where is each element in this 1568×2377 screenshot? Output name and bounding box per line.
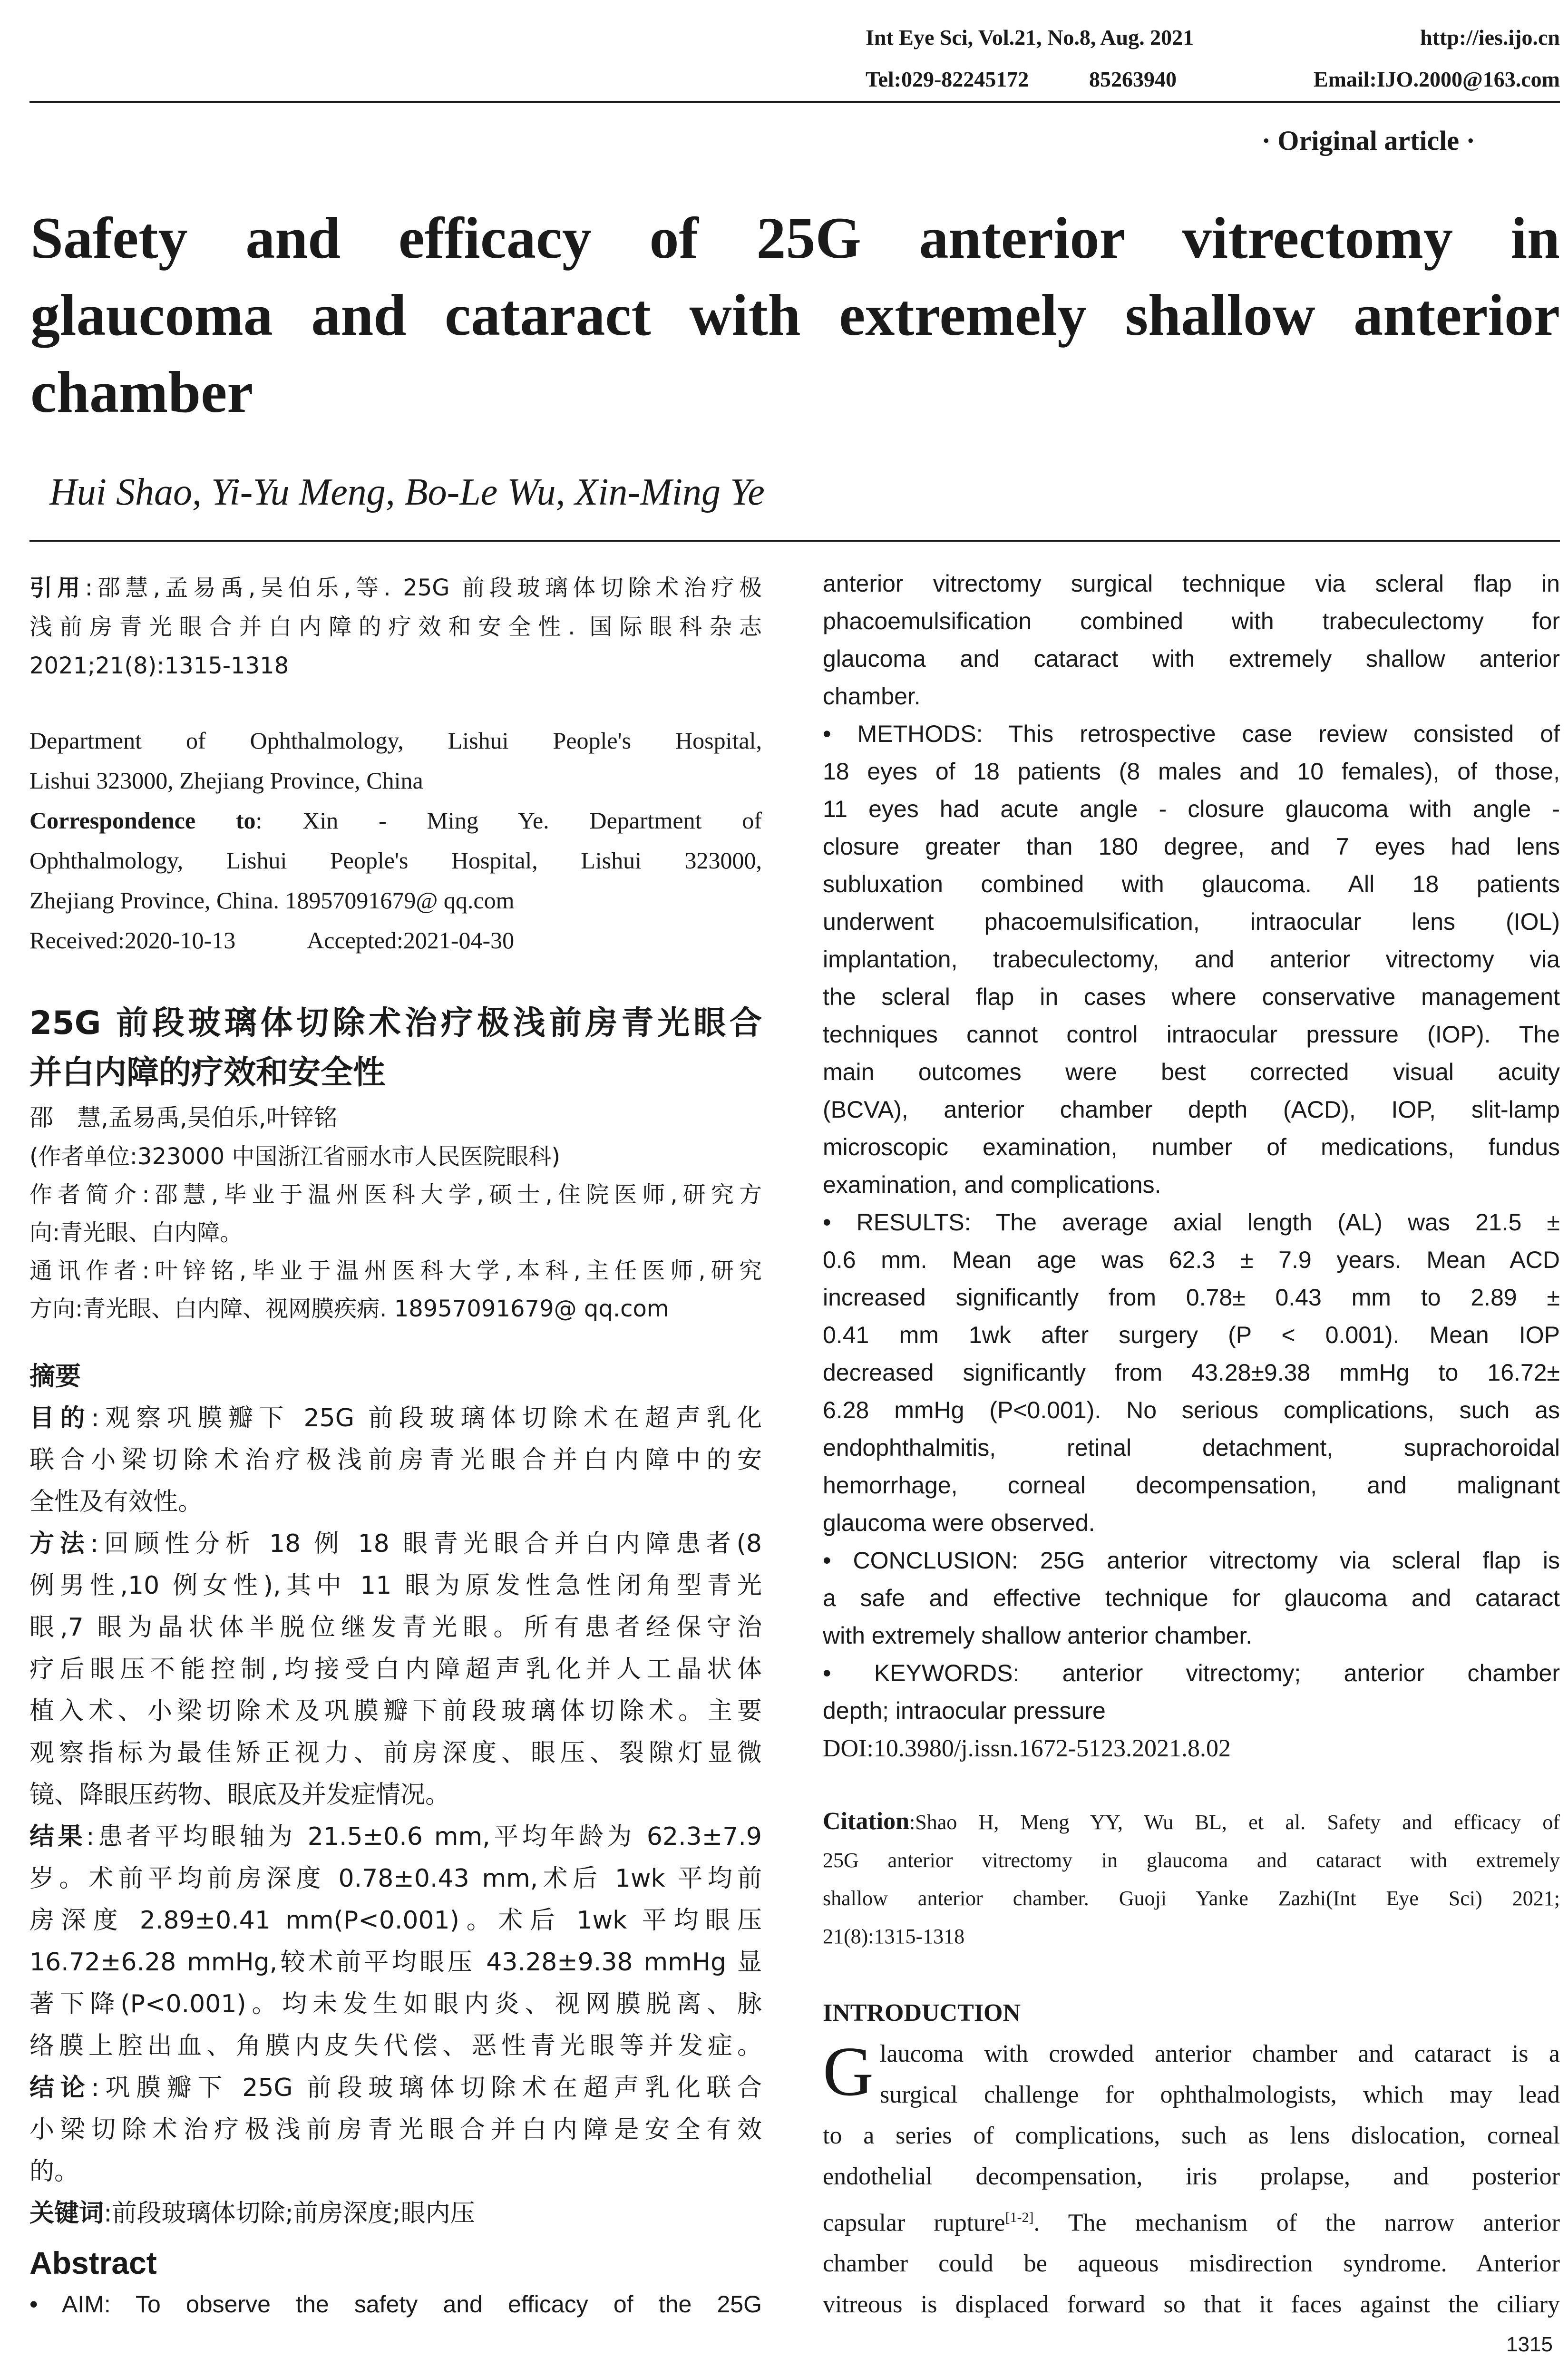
abstract-aim-line: glaucoma and cataract with extremely shallow anterior: [823, 645, 1560, 672]
abstract-aim-line: phacoemulsification combined with trabeculectomy for: [823, 608, 1560, 634]
abstract-results-line: decreased significantly from 43.28±9.38 mmHg to 16.72±: [823, 1359, 1560, 1386]
cn-aim-label: 目的: [29, 1404, 91, 1432]
abstract-results-line: hemorrhage, corneal decompensation, and malignant: [823, 1472, 1560, 1499]
abstract-methods-line: techniques cannot control intraocular pressure (IOP). The: [823, 1021, 1560, 1048]
cite-cn-line-1: :邵慧,孟易禹,吴伯乐,等. 25G 前段玻璃体切除术治疗极: [85, 575, 762, 601]
journal-tel: Tel:029-82245172: [866, 67, 1029, 91]
abstract-methods-line: closure greater than 180 degree, and 7 eyes had lens: [823, 833, 1560, 860]
journal-contact: [866, 67, 1560, 92]
abstract-aim-line: anterior vitrectomy surgical technique via scleral flap in: [823, 570, 1560, 597]
journal-header: [866, 25, 1560, 50]
abstract-conclusion-line: a safe and effective technique for glaucoma and cataract: [823, 1585, 1560, 1611]
cn-title-line-1: 25G 前段玻璃体切除术治疗极浅前房青光眼合: [29, 1004, 762, 1042]
cn-methods-line: :回顾性分析 18 例 18 眼青光眼合并白内障患者(8: [90, 1529, 762, 1558]
abstract-methods-line: implantation, trabeculectomy, and anterior vitrectomy via: [823, 946, 1560, 973]
citation-line-3: shallow anterior chamber. Guoji Yanke Zazhi(Int Eye Sci) 2021;: [823, 1887, 1560, 1910]
cn-results-line: 16.72±6.28 mmHg,较术前平均眼压 43.28±9.38 mmHg 显: [29, 1948, 762, 1977]
cn-title-line-2: 并白内障的疗效和安全性: [29, 1054, 386, 1091]
cn-info-line-2: 作者简介:邵慧,毕业于温州医科大学,硕士,住院医师,研究方: [29, 1181, 762, 1208]
cn-methods-line: 观察指标为最佳矫正视力、前房深度、眼压、裂隙灯显微: [29, 1739, 762, 1767]
citation-line-2: 25G anterior vitrectomy in glaucoma and cataract with extremely: [823, 1849, 1560, 1872]
cn-info-line-4: 通讯作者:叶锌铭,毕业于温州医科大学,本科,主任医师,研究: [29, 1257, 762, 1284]
cite-cn: [29, 568, 762, 685]
cn-methods-line: 眼,7 眼为晶状体半脱位继发青光眼。所有患者经保守治: [29, 1613, 762, 1642]
affil-line-2: Lishui 323000, Zhejiang Province, China: [29, 767, 423, 794]
header-rule: [29, 101, 1560, 103]
cn-conclusion-line: 的。: [29, 2157, 79, 2186]
author-list: Hui Shao, Yi-Yu Meng, Bo-Le Wu, Xin-Ming Ye: [49, 471, 765, 513]
cn-authors: 邵 慧,孟易禹,吴伯乐,叶锌铭: [29, 1104, 338, 1131]
cn-results-label: 结果: [29, 1822, 87, 1851]
journal-url[interactable]: http://ies.ijo.cn: [1420, 25, 1560, 49]
abstract-methods-line: 11 eyes had acute angle - closure glaucoma with angle -: [823, 796, 1560, 822]
received-date: Received:2020-10-13: [29, 927, 236, 954]
cn-info-line-5: 方向:青光眼、白内障、视网膜疾病. 18957091679@ qq.com: [29, 1296, 669, 1322]
abstract-methods-line: • METHODS: This retrospective case review consisted of: [823, 721, 1560, 747]
abstract-results-line: • RESULTS: The average axial length (AL) was 21.5 ±: [823, 1209, 1560, 1236]
intro-dropcap: G: [823, 2033, 874, 2111]
abstract-results-line: glaucoma were observed.: [823, 1510, 1095, 1536]
cn-aim-line: 联合小梁切除术治疗极浅前房青光眼合并白内障中的安: [29, 1446, 762, 1474]
cn-conclusion-line: 小梁切除术治疗极浅前房青光眼合并白内障是安全有效: [29, 2115, 762, 2144]
abstract-aim-line: chamber.: [823, 683, 921, 710]
abstract-methods-line: main outcomes were best corrected visual acuity: [823, 1059, 1560, 1085]
intro-line: surgical challenge for ophthalmologists, which may lead: [880, 2081, 1560, 2108]
cn-results-line: 岁。术前平均前房深度 0.78±0.43 mm,术后 1wk 平均前: [29, 1864, 762, 1893]
cn-methods-line: 植入术、小梁切除术及巩膜瓣下前段玻璃体切除术。主要: [29, 1697, 762, 1725]
intro-line: capsular rupture: [823, 2209, 1005, 2237]
abstract-body: [823, 565, 1560, 1767]
abstract-methods-line: subluxation combined with glaucoma. All 18 patients: [823, 871, 1560, 897]
cn-results-line: 著下降(P<0.001)。均未发生如眼内炎、视网膜脱离、脉: [29, 1990, 762, 2018]
abstract-methods-line: the scleral flap in cases where conservative management: [823, 984, 1560, 1010]
cn-conclusion-label: 结论: [29, 2074, 91, 2102]
abstract-results-line: increased significantly from 0.78± 0.43 mm to 2.89 ±: [823, 1284, 1560, 1311]
cite-cn-line-3: 2021;21(8):1315-1318: [29, 653, 289, 679]
intro-line: vitreous is displaced forward so that it faces against the ciliary: [823, 2291, 1560, 2319]
cn-title-block: [29, 999, 762, 1328]
cn-keywords: :前段玻璃体切除;前房深度;眼内压: [104, 2199, 475, 2228]
abstract-keywords-line: • KEYWORDS: anterior vitrectomy; anterior chamber: [823, 1660, 1560, 1686]
cn-methods-label: 方法: [29, 1529, 90, 1558]
abstract-aim-start: • AIM: To observe the safety and efficacy of the 25G: [29, 2291, 762, 2318]
abstract-conclusion-line: • CONCLUSION: 25G anterior vitrectomy via scleral flap is: [823, 1547, 1560, 1574]
cite-cn-label: 引用: [29, 575, 85, 601]
abstract-conclusion-line: with extremely shallow anterior chamber.: [823, 1622, 1253, 1649]
cite-cn-line-2: 浅前房青光眼合并白内障的疗效和安全性. 国际眼科杂志: [29, 614, 762, 640]
intro-ref[interactable]: [1-2]: [1005, 2210, 1034, 2225]
cn-info-line-1: (作者单位:323000 中国浙江省丽水市人民医院眼科): [29, 1143, 561, 1170]
cn-results-line: :患者平均眼轴为 21.5±0.6 mm,平均年龄为 62.3±7.9: [86, 1822, 762, 1851]
introduction: [823, 1993, 1560, 2325]
page-number: 1315: [1506, 2333, 1553, 2356]
cn-methods-line: 镜、降眼压药物、眼底及并发症情况。: [29, 1781, 450, 1809]
corr-label: Correspondence to: [29, 807, 256, 834]
cn-abstract-heading: 摘要: [29, 1361, 81, 1391]
abstract-results-line: endophthalmitis, retinal detachment, suprachoroidal: [823, 1434, 1560, 1461]
doi[interactable]: DOI:10.3980/j.issn.1672-5123.2021.8.02: [823, 1735, 1231, 1762]
intro-line: laucoma with crowded anterior chamber and cataract is a: [880, 2040, 1560, 2067]
cn-abstract: [29, 1355, 762, 2234]
journal-email[interactable]: Email:IJO.2000@163.com: [1313, 67, 1560, 91]
intro-line: chamber could be aqueous misdirection syndrome. Anterior: [823, 2250, 1560, 2278]
cn-results-line: 房深度 2.89±0.41 mm(P<0.001)。术后 1wk 平均眼压: [29, 1906, 762, 1935]
abstract-methods-line: microscopic examination, number of medications, fundus: [823, 1134, 1560, 1160]
title-rule: [29, 540, 1560, 542]
cn-methods-line: 疗后眼压不能控制,均接受白内障超声乳化并人工晶状体: [29, 1655, 762, 1684]
abstract-methods-line: underwent phacoemulsification, intraocular lens (IOL): [823, 908, 1560, 935]
accepted-date: Accepted:2021-04-30: [307, 927, 515, 954]
article-type: · Original article ·: [1261, 125, 1475, 156]
abstract-start: [29, 2240, 762, 2323]
citation-line-1: :Shao H, Meng YY, Wu BL, et al. Safety and efficacy of: [909, 1811, 1560, 1834]
corr-line-2: Ophthalmology, Lishui People's Hospital, Lishui 323000,: [29, 847, 762, 874]
cn-keywords-label: 关键词: [29, 2199, 104, 2228]
abstract-results-line: 0.41 mm 1wk after surgery (P < 0.001). Mean IOP: [823, 1322, 1560, 1348]
cn-methods-line: 例男性,10 例女性),其中 11 眼为原发性急性闭角型青光: [29, 1571, 762, 1600]
abstract-keywords-line: depth; intraocular pressure: [823, 1697, 1106, 1724]
abstract-methods-line: examination, and complications.: [823, 1171, 1161, 1198]
abstract-results-line: 0.6 mm. Mean age was 62.3 ± 7.9 years. Mean ACD: [823, 1247, 1560, 1273]
intro-line: . The mechanism of the narrow anterior: [1033, 2209, 1560, 2237]
paper-title: [30, 200, 1560, 431]
abstract-methods-line: (BCVA), anterior chamber depth (ACD), IOP, slit-lamp: [823, 1096, 1560, 1123]
intro-heading: INTRODUCTION: [823, 1999, 1021, 2026]
title-line-2: glaucoma and cataract with extremely shallow anterior: [30, 283, 1560, 348]
affiliation: [29, 721, 762, 960]
affil-line-1: Department of Ophthalmology, Lishui People's Hospital,: [29, 727, 762, 754]
abstract-methods-line: 18 eyes of 18 patients (8 males and 10 females), of those,: [823, 758, 1560, 785]
title-line-3: chamber: [30, 360, 253, 425]
title-line-1: Safety and efficacy of 25G anterior vitrectomy in: [30, 205, 1560, 271]
cn-aim-line: :观察巩膜瓣下 25G 前段玻璃体切除术在超声乳化: [91, 1404, 762, 1432]
cn-conclusion-line: :巩膜瓣下 25G 前段玻璃体切除术在超声乳化联合: [91, 2074, 762, 2102]
corr-line-3[interactable]: Zhejiang Province, China. 18957091679@ qq.com: [29, 887, 515, 914]
abstract-results-line: 6.28 mmHg (P<0.001). No serious complications, such as: [823, 1397, 1560, 1423]
cn-results-line: 络膜上腔出血、角膜内皮失代偿、恶性青光眼等并发症。: [29, 2032, 762, 2060]
intro-line: endothelial decompensation, iris prolapse, and posterior: [823, 2163, 1560, 2190]
journal-info: Int Eye Sci, Vol.21, No.8, Aug. 2021: [866, 25, 1194, 49]
citation: [823, 1802, 1560, 1956]
intro-line: to a series of complications, such as lens dislocation, corneal: [823, 2122, 1560, 2149]
abstract-heading: Abstract: [29, 2245, 157, 2280]
cn-aim-line: 全性及有效性。: [29, 1488, 203, 1516]
citation-label: Citation: [823, 1808, 909, 1835]
corr-line-1: : Xin - Ming Ye. Department of: [255, 807, 762, 834]
cn-info-line-3: 向:青光眼、白内障。: [29, 1219, 243, 1246]
citation-line-4: 21(8):1315-1318: [823, 1925, 965, 1948]
journal-tel2: 85263940: [1089, 67, 1177, 91]
